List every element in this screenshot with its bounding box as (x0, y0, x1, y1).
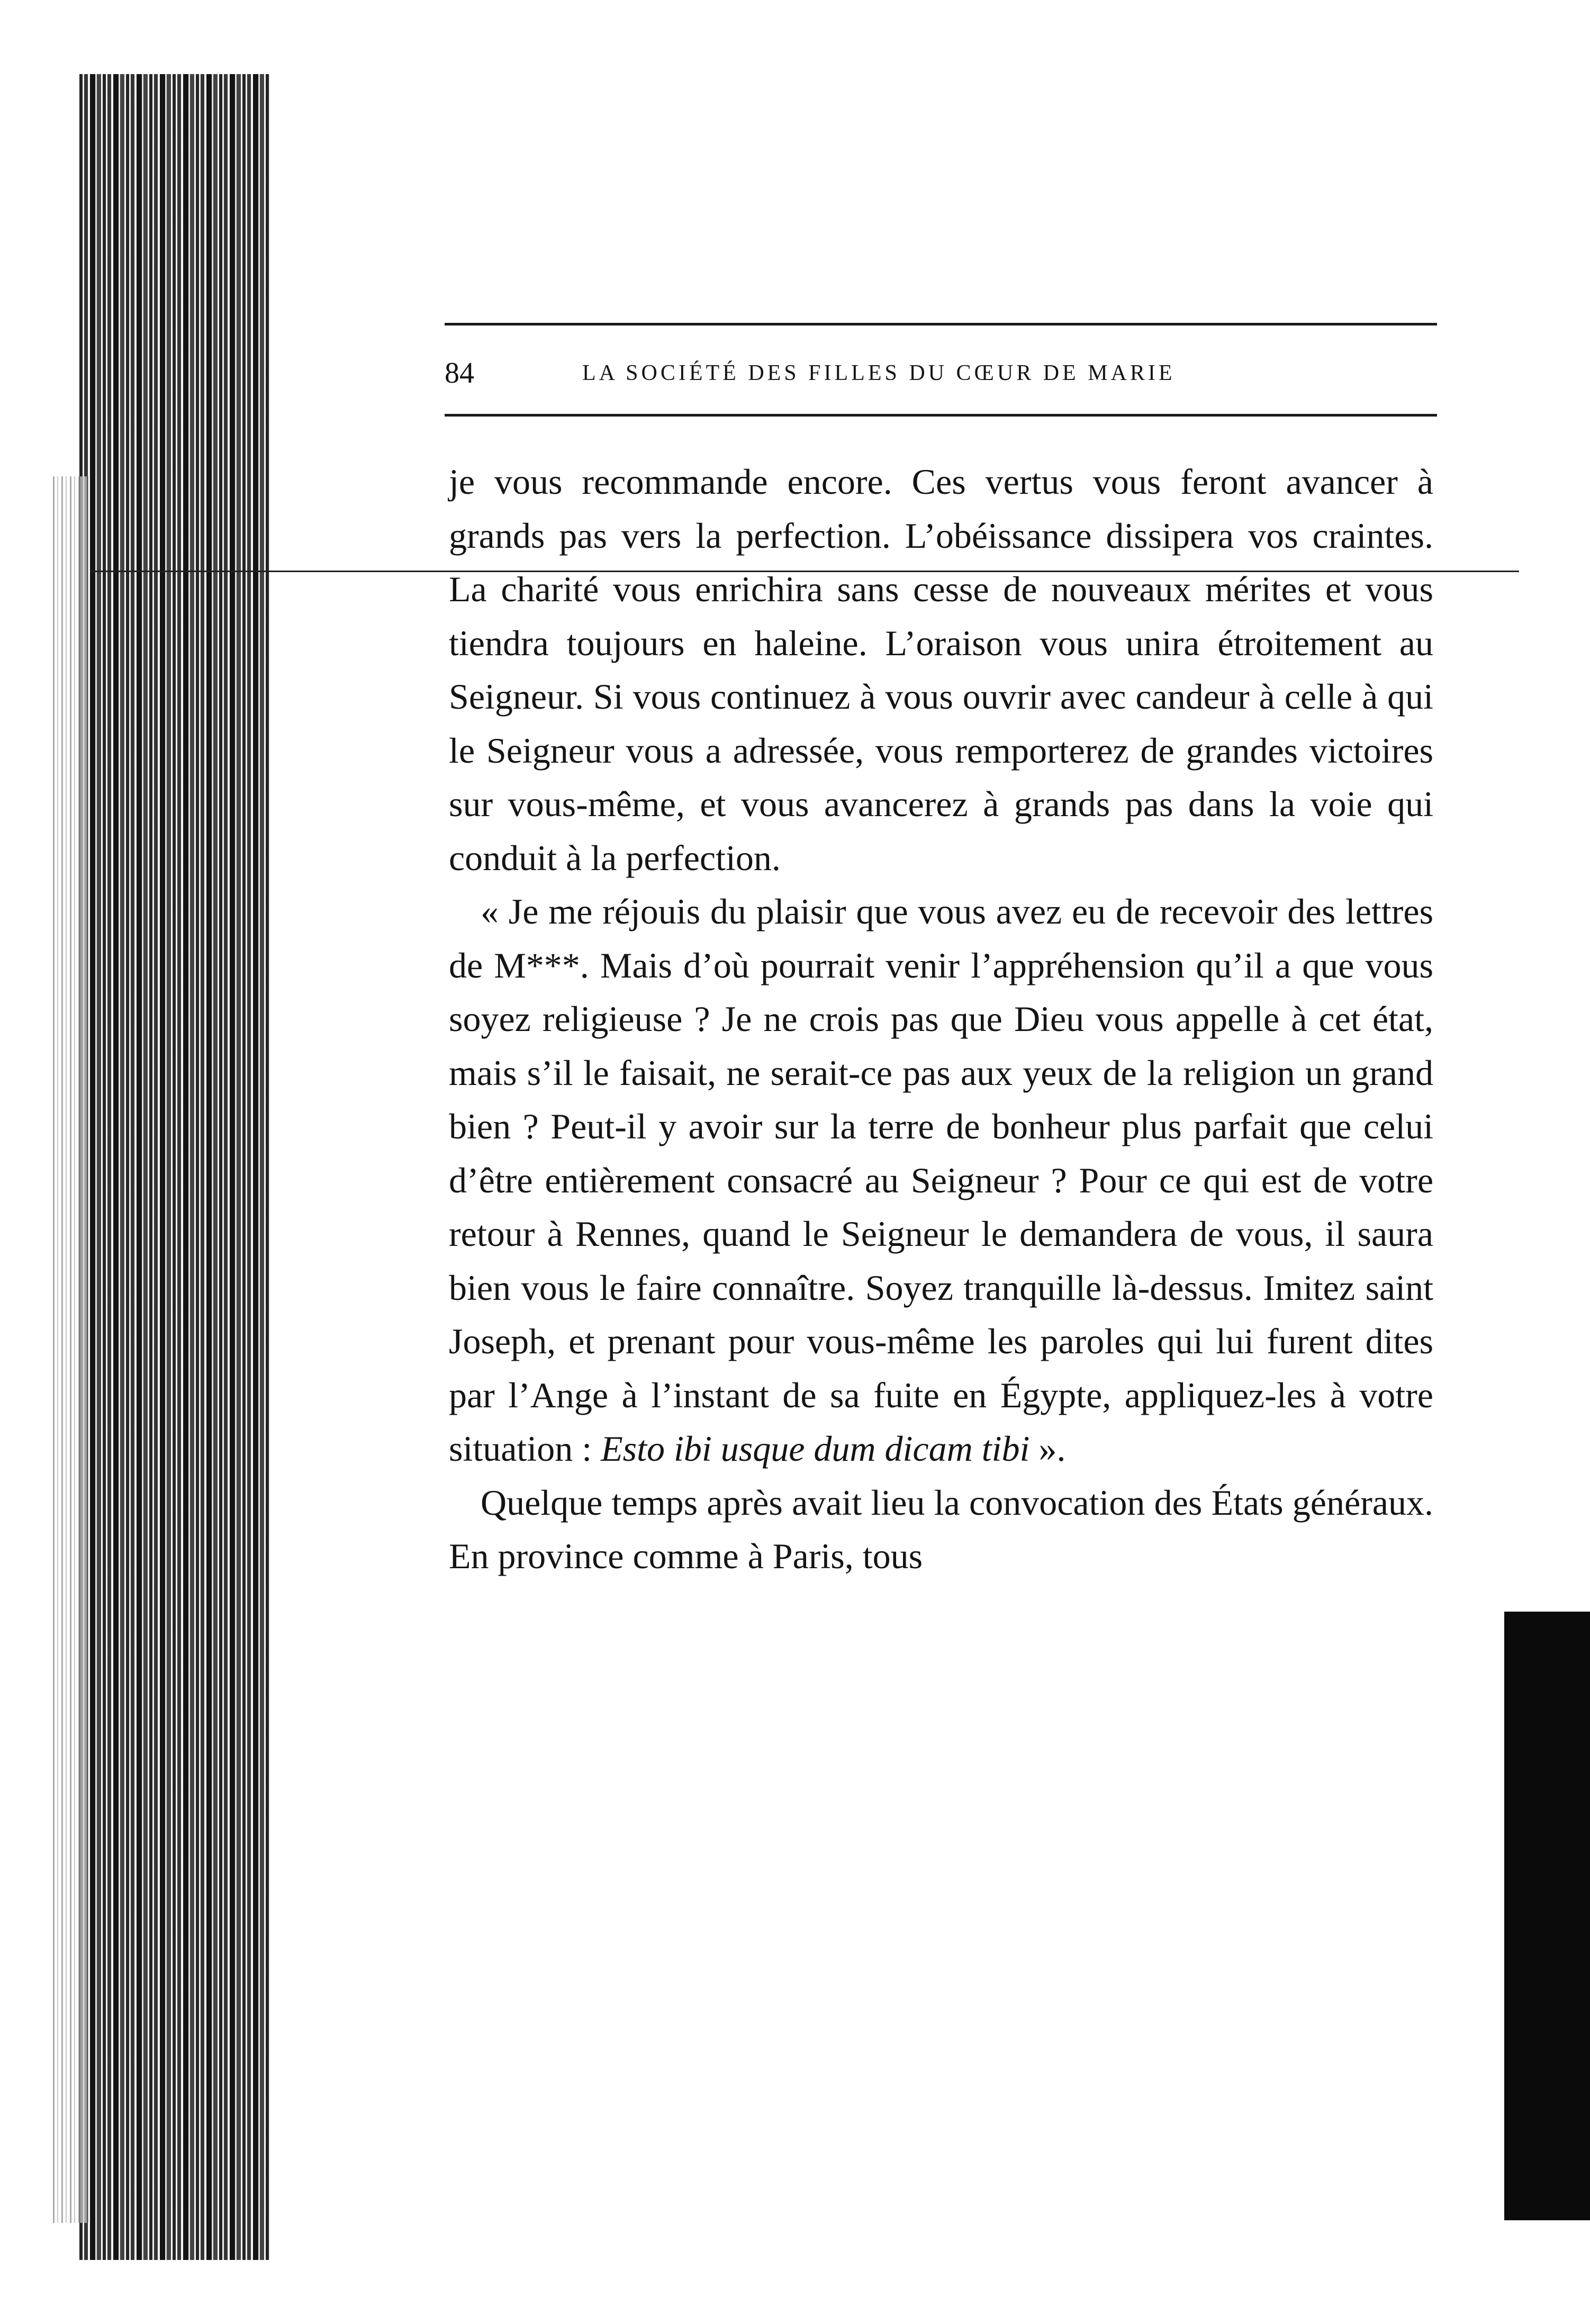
paragraph (449, 885, 1433, 1476)
body-text (449, 455, 1433, 1584)
header-rule-top (445, 323, 1437, 325)
header-rule-bottom (445, 414, 1437, 417)
scan-binding-strip (79, 74, 270, 2260)
running-title: LA SOCIÉTÉ DES FILLES DU CŒUR DE MARIE (582, 361, 1176, 385)
scan-binding-shadow (53, 476, 90, 2223)
quote-close: ». (1029, 1428, 1066, 1469)
latin-quote: Esto ibi usque dum dicam tibi (601, 1428, 1030, 1469)
page-header (445, 344, 1437, 402)
scan-edge-bar (1504, 1612, 1590, 2220)
paragraph-text: « Je me réjouis du plaisir que vous avez eu de recevoir des lettres de M***. Mais d’où pourrait venir l’appréhension qu’il a que vous soyez religieuse ? Je ne crois pas que Dieu vous appelle à cet état, mais s’il le faisait, ne serait-ce pas aux yeux de la religion un grand bien ? Peut-il y avoir sur la terre de bonheur plus parfait que celui d’être entièrement consacré au Seigneur ? Pour ce qui est de votre retour à Rennes, quand le Seigneur le demandera de vous, il saura bien vous le faire connaître. Soyez tranquille là-dessus. Imitez saint Joseph, et prenant pour vous-même les paroles qui lui furent dites par l’Ange à l’instant de sa fuite en Égypte, appliquez-les à votre situation : (449, 891, 1433, 1469)
paragraph: je vous recommande encore. Ces vertus vous feront avancer à grands pas vers la perfection. L’obéissance dissipera vos craintes. La charité vous enrichira sans cesse de nouveaux mérites et vous tiendra toujours en haleine. L’oraison vous unira étroitement au Seigneur. Si vous continuez à vous ouvrir avec candeur à celle à qui le Seigneur vous a adressée, vous remporterez de grandes victoires sur vous-même, et vous avancerez à grands pas dans la voie qui conduit à la perfection. (449, 462, 1433, 878)
paragraph: Quelque temps après avait lieu la convocation des États généraux. En province comme à Paris, tous (449, 1482, 1433, 1576)
page-number: 84 (445, 357, 474, 390)
